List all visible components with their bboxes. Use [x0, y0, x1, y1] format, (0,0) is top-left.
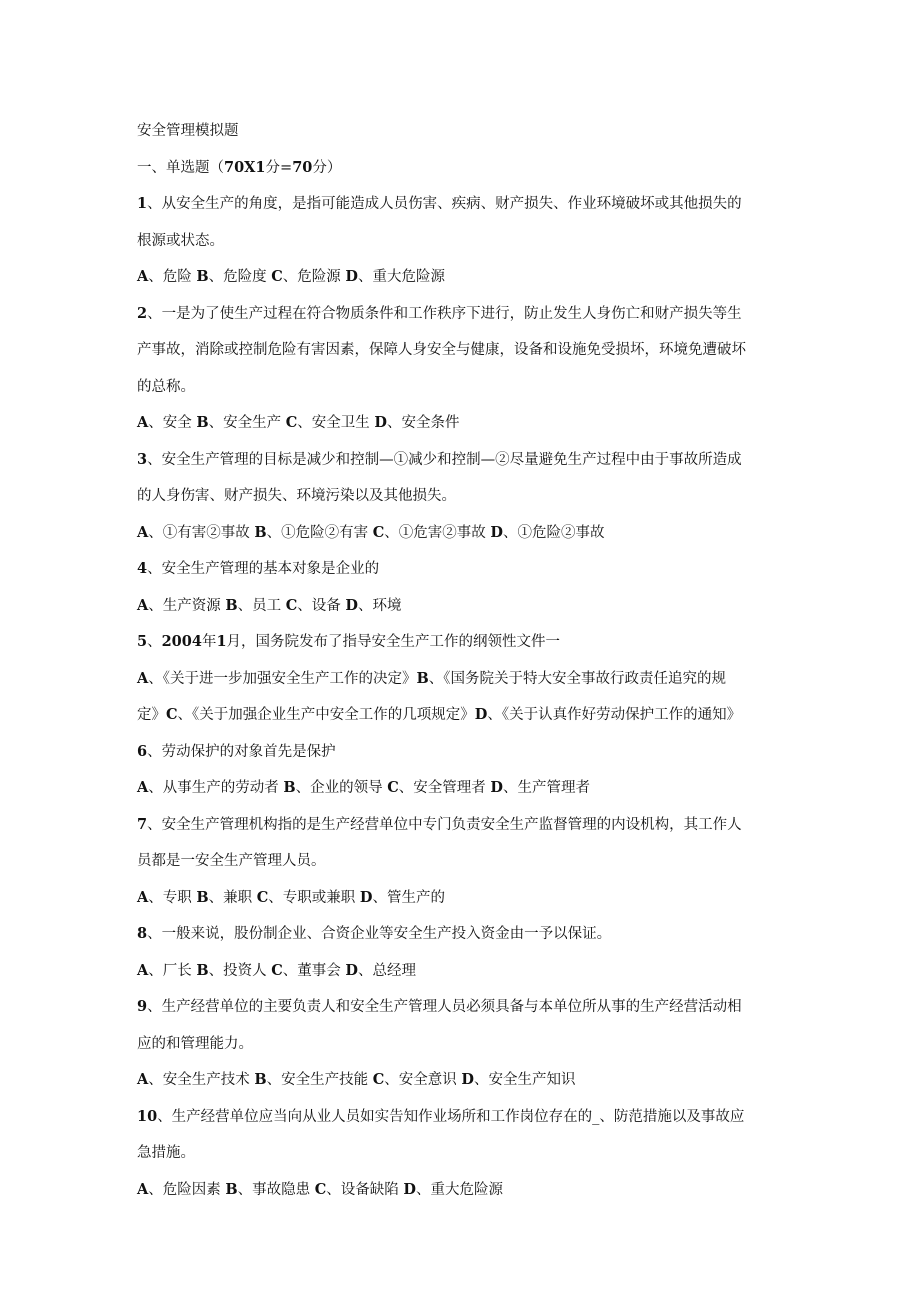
question-options: A、生产资源 B、员工 C、设备 D、环境: [137, 596, 402, 614]
question-options: A、《关于进一步加强安全生产工作的决定》B、《国务院关于特大安全事故行政责任追究的规: [137, 669, 727, 687]
question-text-cont: 急措施。: [137, 1145, 195, 1161]
question-options: A、安全 B、安全生产 C、安全卫生 D、安全条件: [137, 414, 460, 431]
question-options: A、危险 B、危险度 C、危险源 D、重大危险源: [137, 268, 445, 285]
question-options: A、厂长 B、投资人 C、董事会 D、总经理: [137, 961, 416, 979]
question-text: 5、2004年1月，国务院发布了指导安全生产工作的纲领性文件一: [137, 633, 561, 650]
question-options: A、危险因素 B、事故隐患 C、设备缺陷 D、重大危险源: [137, 1180, 503, 1198]
question-options: A、安全生产技术 B、安全生产技能 C、安全意识 D、安全生产知识: [137, 1071, 576, 1088]
question-options: A、从事生产的劳动者 B、企业的领导 C、安全管理者 D、生产管理者: [137, 779, 590, 796]
question-text-cont: 根源或状态。: [137, 232, 224, 249]
question-text: 9、生产经营单位的主要负责人和安全生产管理人员必须具备与本单位所从事的生产经营活动相: [137, 998, 742, 1015]
question-text-cont: 产事故，消除或控制危险有害因素，保障人身安全与健康，设备和设施免受损坏，环境免遭破坏: [137, 342, 746, 358]
question-text: 7、安全生产管理机构指的是生产经营单位中专门负责安全生产监督管理的内设机构，其工作人: [137, 815, 742, 833]
question-text-cont: 员都是一安全生产管理人员。: [137, 853, 326, 869]
section-heading: 一、单选题（70X1分=70分）: [137, 158, 342, 176]
question-text: 2、一是为了使生产过程在符合物质条件和工作秩序下进行，防止发生人身伤亡和财产损失等生: [137, 304, 742, 322]
question-text: 8、一般来说，股份制企业、合资企业等安全生产投入资金由一予以保证。: [137, 925, 612, 942]
question-text: 10、生产经营单位应当向从业人员如实告知作业场所和工作岗位存在的_、防范措施以及事故应: [137, 1107, 745, 1125]
question-text: 3、安全生产管理的目标是减少和控制—①减少和控制—②尽量避免生产过程中由于事故所造成: [137, 450, 742, 468]
question-text-cont: 的总称。: [137, 378, 195, 395]
question-options: A、①有害②事故 B、①危险②有害 C、①危害②事故 D、①危险②事故: [137, 523, 605, 541]
question-options-cont: 定》C、《关于加强企业生产中安全工作的几项规定》D、《关于认真作好劳动保护工作的通知》: [137, 706, 742, 723]
question-options: A、专职 B、兼职 C、专职或兼职 D、管生产的: [137, 888, 445, 906]
document-page: [137, 113, 797, 1208]
question-text: 1、从安全生产的角度，是指可能造成人员伤害、疾病、财产损失、作业环境破坏或其他损失的: [137, 195, 742, 212]
document-title: 安全管理模拟题: [137, 123, 239, 139]
question-text-cont: 的人身伤害、财产损失、环境污染以及其他损失。: [137, 488, 456, 504]
question-text: 4、安全生产管理的基本对象是企业的: [137, 560, 380, 577]
question-text: 6、劳动保护的对象首先是保护: [137, 742, 336, 760]
question-text-cont: 应的和管理能力。: [137, 1035, 253, 1052]
